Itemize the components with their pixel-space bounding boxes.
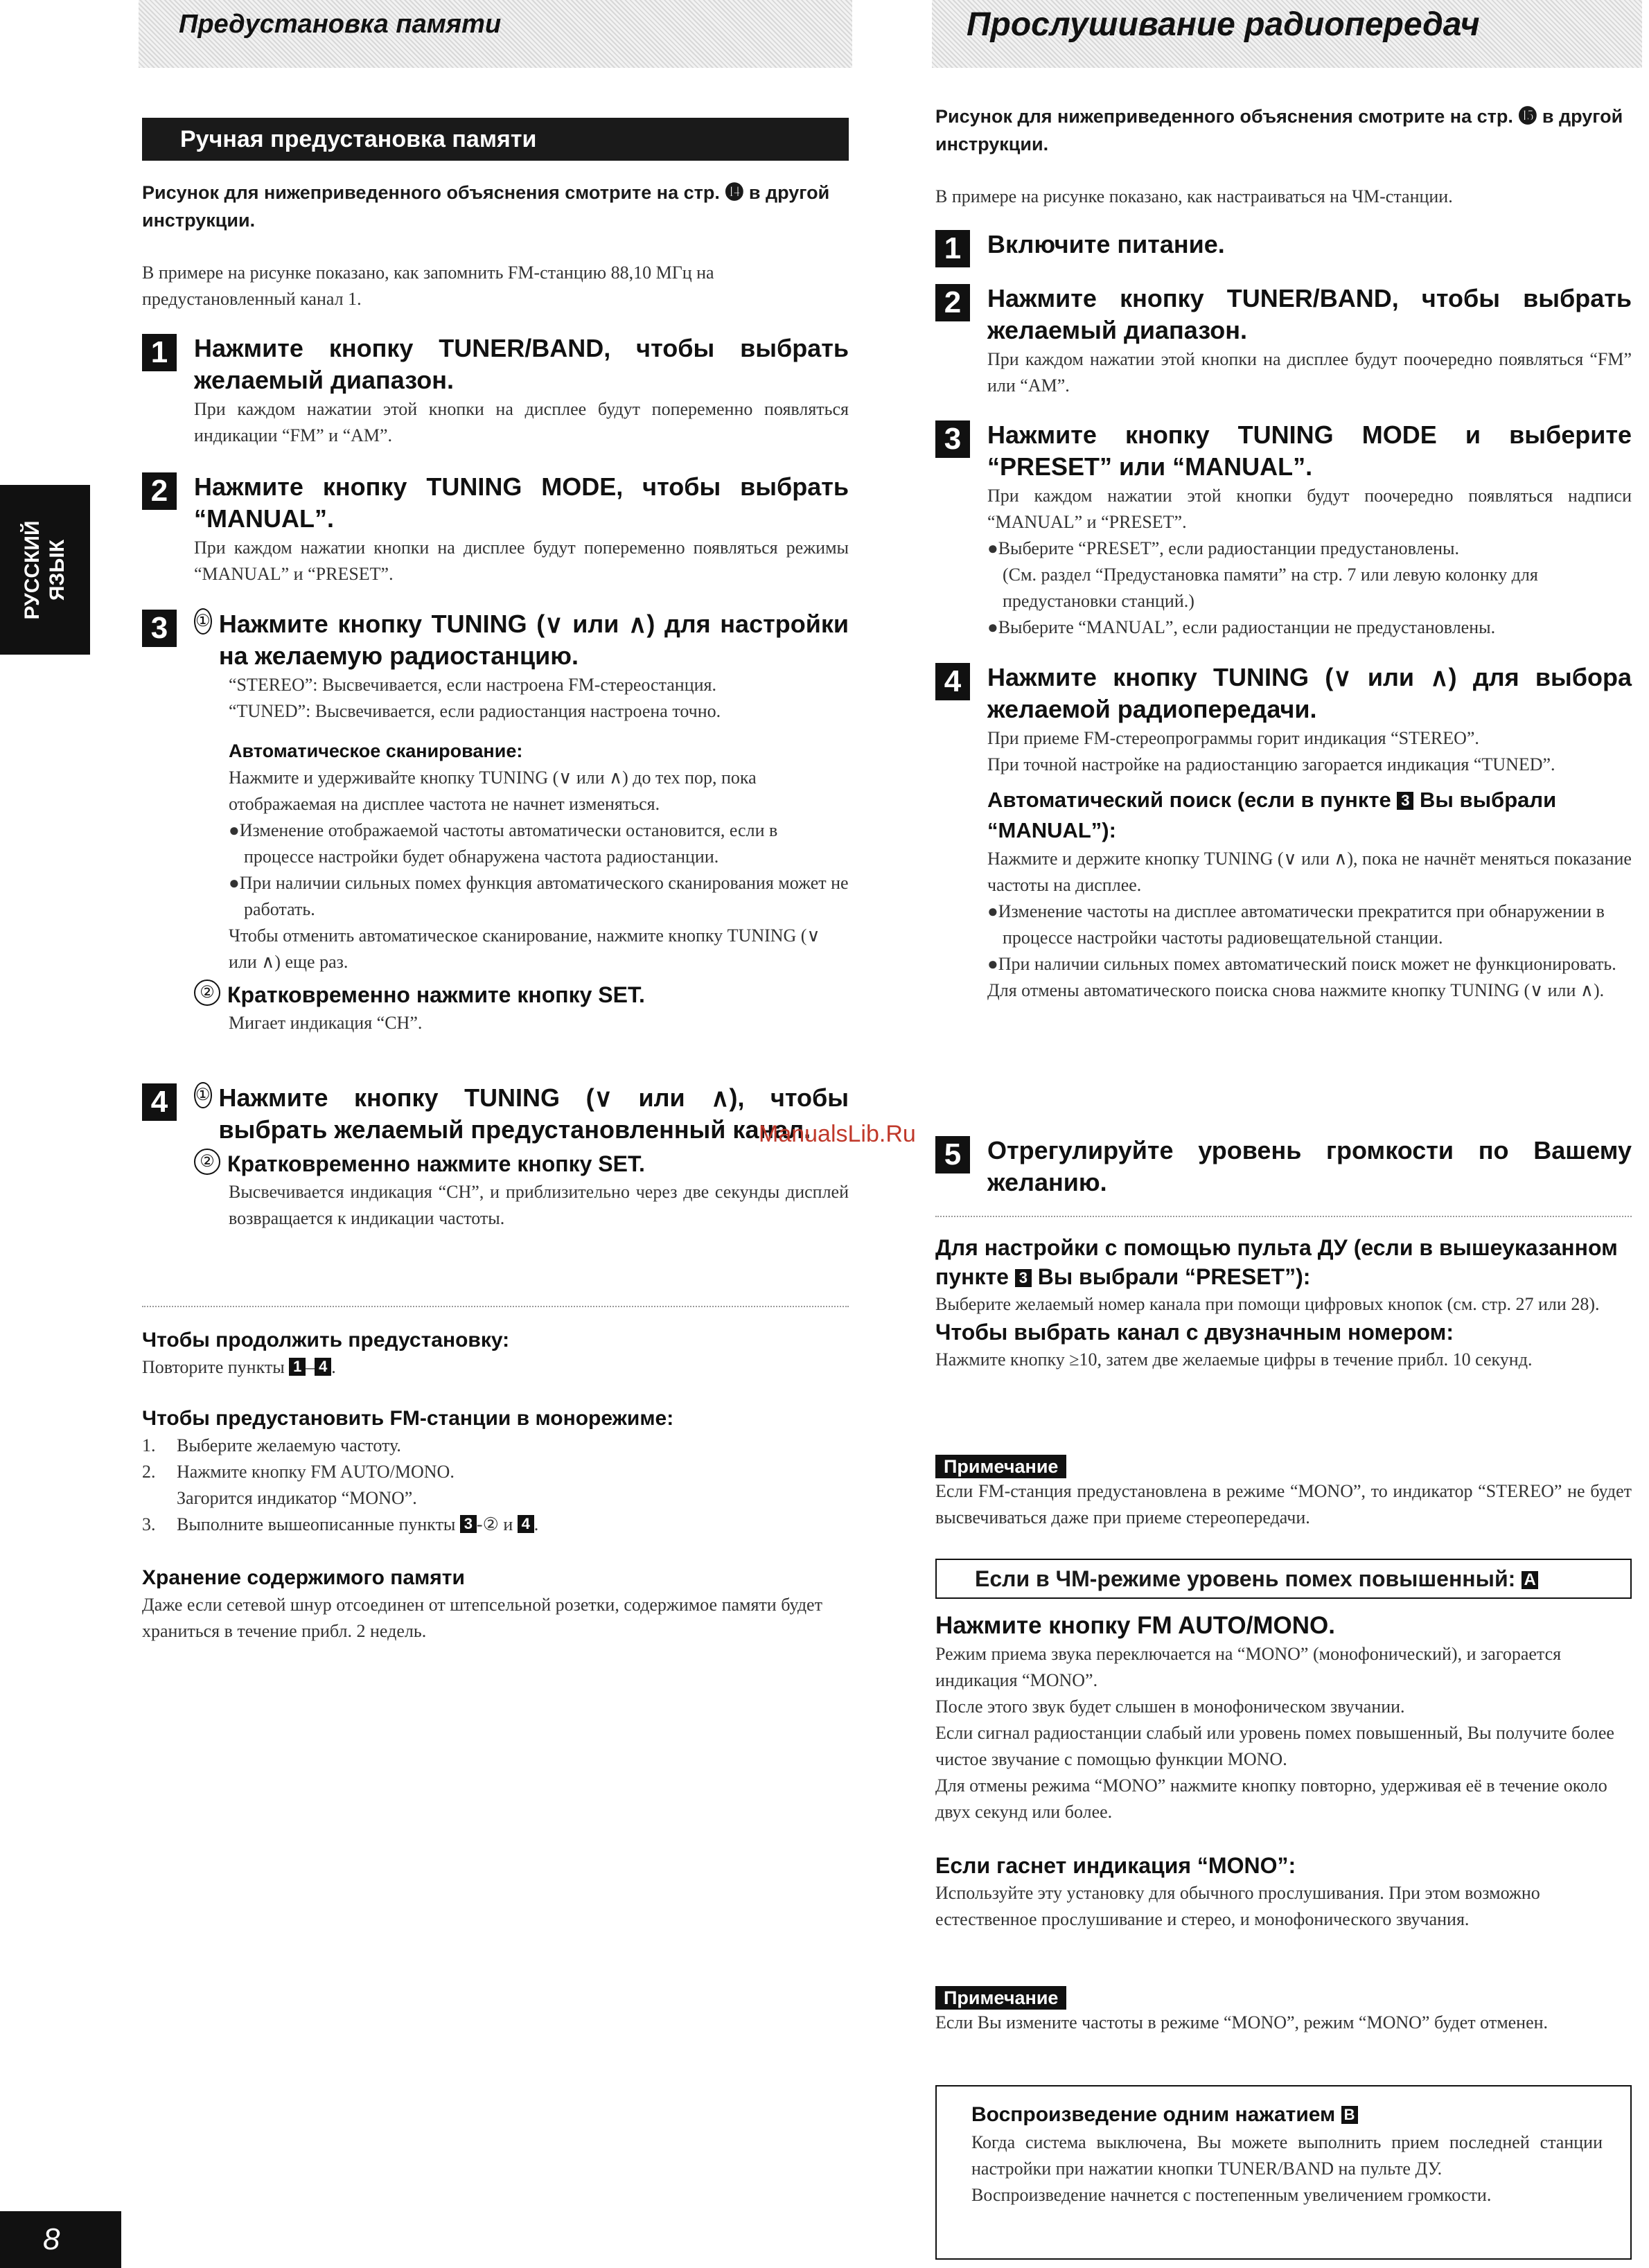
mono-item-2b: Загорится индикатор “MONO”. bbox=[177, 1488, 417, 1508]
language-tab-line2: ЯЗЫК bbox=[46, 539, 69, 601]
fm-mono-title: Нажмите кнопку FM AUTO/MONO. bbox=[935, 1612, 1335, 1639]
step-text: При каждом нажатии этой кнопки на дисплее будут попеременно появляться индикации “FM” и “AM”. bbox=[194, 399, 849, 445]
remote-section bbox=[935, 1233, 1632, 1373]
item-text: Нажмите кнопку FM AUTO/MONO. bbox=[177, 1462, 455, 1482]
auto-scan-cancel: Чтобы отменить автоматическое сканирование, нажмите кнопку TUNING (∨ или ∧) еще раз. bbox=[229, 925, 820, 972]
fm-mono-p3: Если сигнал радиостанции слабый или уровень помех повышенный, Вы получите более чистое звучание с помощью функции MONO. bbox=[935, 1723, 1614, 1769]
figure-key-b: B bbox=[1341, 2106, 1358, 2124]
left-step-3 bbox=[142, 608, 849, 1036]
continue-section bbox=[142, 1327, 849, 1381]
mono-item-2 bbox=[142, 1459, 849, 1485]
one-touch-p2: Воспроизведение начнется с постепенным увеличением громкости. bbox=[971, 2185, 1492, 2205]
step-title: Нажмите кнопку TUNER/BAND, чтобы выбрать желаемый диапазон. bbox=[987, 284, 1632, 344]
circle-number-1: ① bbox=[194, 1082, 212, 1108]
substep-1-title bbox=[194, 608, 849, 672]
tuned-text: “TUNED”: Высвечивается, если радиостанция настроена точно. bbox=[229, 701, 721, 721]
step-title: Нажмите кнопку TUNING MODE, чтобы выбрать “MANUAL”. bbox=[194, 472, 849, 533]
remote-title-a: Для настройки с помощью пульта ДУ (если в вышеуказанном пункте bbox=[935, 1235, 1618, 1289]
step-number: 5 bbox=[935, 1136, 970, 1173]
figure-key-a: A bbox=[1522, 1571, 1538, 1589]
one-touch-title-text: Воспроизведение одним нажатием bbox=[971, 2103, 1336, 2126]
step-title: Включите питание. bbox=[987, 230, 1225, 258]
step-key-3: 3 bbox=[460, 1515, 477, 1533]
mono-title: Чтобы предустановить FM-станции в монорежиме: bbox=[142, 1407, 674, 1430]
left-step-4 bbox=[142, 1082, 849, 1232]
item-text: Выберите желаемую частоту. bbox=[177, 1435, 401, 1455]
step-number: 3 bbox=[142, 610, 177, 647]
right-step-2 bbox=[935, 283, 1632, 399]
fm-mono-p2: После этого звук будет слышен в монофоническом звучании. bbox=[935, 1696, 1405, 1717]
mono-item-3 bbox=[142, 1512, 849, 1538]
note-tag: Примечание bbox=[935, 1455, 1066, 1478]
note-2 bbox=[935, 1986, 1632, 2036]
noise-box bbox=[935, 1559, 1632, 1599]
step-number: 1 bbox=[935, 230, 970, 267]
left-divider bbox=[142, 1306, 849, 1307]
item-number: 2. bbox=[142, 1462, 156, 1482]
step-number: 4 bbox=[142, 1083, 177, 1121]
left-page-title: Предустановка памяти bbox=[179, 10, 502, 39]
left-step-2 bbox=[142, 471, 849, 587]
fm-mono-p1: Режим приема звука переключается на “MONO” (монофонический), и загорается индикация “MONO”. bbox=[935, 1644, 1562, 1690]
step-text: При каждом нажатии этой кнопки на дисплее будут поочередно появляться “FM” или “AM”. bbox=[987, 349, 1632, 396]
substep-1-title bbox=[194, 1082, 849, 1146]
step-number: 4 bbox=[935, 663, 970, 700]
remote-text: Выберите желаемый номер канала при помощи цифровых кнопок (см. стр. 27 или 28). bbox=[935, 1294, 1600, 1314]
right-ref-note: Рисунок для нижеприведенного объяснения смотрите на стр. ⓯ в другой инструкции. bbox=[935, 106, 1623, 154]
auto-search-title bbox=[987, 785, 1632, 846]
step-number: 2 bbox=[935, 284, 970, 321]
substep-2-title bbox=[194, 980, 849, 1010]
one-touch-p1: Когда система выключена, Вы можете выполнить прием последней станции настройки при нажатии кнопки TUNER/BAND на пульте ДУ. bbox=[971, 2132, 1603, 2179]
step-key-3: 3 bbox=[1015, 1269, 1032, 1287]
one-touch-title bbox=[971, 2100, 1603, 2129]
step-title: Отрегулируйте уровень громкости по Вашему желанию. bbox=[987, 1136, 1632, 1196]
two-digit-text: Нажмите кнопку ≥10, затем две желаемые цифры в течение прибл. 10 секунд. bbox=[935, 1349, 1533, 1370]
substep-2-title bbox=[194, 1149, 849, 1179]
step-number: 1 bbox=[142, 334, 177, 371]
step-title: Нажмите кнопку TUNING MODE и выберите “PRESET” или “MANUAL”. bbox=[987, 420, 1632, 481]
note-text: Если FM-станция предустановлена в режиме “MONO”, то индикатор “STEREO” не будет высвечиваться даже при приеме стереопередачи. bbox=[935, 1481, 1632, 1527]
auto-search-bullet-1: ●Изменение частоты на дисплее автоматически прекратится при обнаружении в процессе настройки частоты радиовещательной станции. bbox=[987, 901, 1605, 948]
right-intro: В примере на рисунке показано, как настраиваться на ЧМ-станции. bbox=[935, 186, 1453, 206]
memory-section bbox=[142, 1564, 849, 1645]
dash: – bbox=[306, 1357, 315, 1377]
auto-scan-bullet-1: ●Изменение отображаемой частоты автоматически остановится, если в процессе настройки будет обнаружена частота радиостанции. bbox=[229, 820, 778, 867]
memory-text: Даже если сетевой шнур отсоединен от штепсельной розетки, содержимое памяти будет храниться в течение прибл. 2 недель. bbox=[142, 1595, 822, 1641]
right-step-4 bbox=[935, 662, 1632, 1004]
item-text: Выполните вышеописанные пункты bbox=[177, 1514, 456, 1534]
right-page-title: Прослушивание радиопередач bbox=[967, 6, 1480, 43]
left-ref-note: Рисунок для нижеприведенного объяснения смотрите на стр. ⓮ в другой инструкции. bbox=[142, 182, 830, 231]
step-bullet-1b: (См. раздел “Предустановка памяти” на стр. 7 или левую колонку для предустановки станций.) bbox=[1003, 565, 1538, 611]
circle-number-2: ② bbox=[194, 980, 220, 1006]
language-tab-line1: РУССКИЙ bbox=[21, 520, 44, 620]
right-step-1 bbox=[935, 229, 1632, 265]
step-key-3: 3 bbox=[1397, 792, 1413, 810]
step-number: 3 bbox=[935, 420, 970, 458]
step-number: 2 bbox=[142, 472, 177, 510]
circle-ref: -② bbox=[476, 1514, 499, 1534]
step-text-1: При приеме FM-стереопрограммы горит индикация “STEREO”. bbox=[987, 728, 1479, 748]
one-touch-box bbox=[935, 2085, 1632, 2260]
continue-text bbox=[142, 1354, 849, 1381]
substep-2-desc: Мигает индикация “CH”. bbox=[229, 1013, 423, 1033]
stereo-text: “STEREO”: Высвечивается, если настроена FM-стереостанция. bbox=[229, 675, 717, 695]
substep-2-desc: Высвечивается индикация “CH”, и приблизительно через две секунды дисплей возвращается к индикации частоты. bbox=[229, 1182, 849, 1228]
auto-scan-title: Автоматическое сканирование: bbox=[229, 741, 523, 761]
remote-title bbox=[935, 1233, 1632, 1291]
auto-scan-bullet-2: ●При наличии сильных помех функция автоматического сканирования может не работать. bbox=[229, 873, 849, 919]
circle-number-1: ① bbox=[194, 608, 212, 635]
language-tab bbox=[0, 485, 90, 655]
step-title: Нажмите кнопку TUNER/BAND, чтобы выбрать желаемый диапазон. bbox=[194, 334, 849, 394]
left-step-1 bbox=[142, 333, 849, 449]
mono-item-1 bbox=[142, 1433, 849, 1459]
continue-label: Повторите пункты bbox=[142, 1357, 285, 1377]
step-key-4: 4 bbox=[315, 1358, 331, 1376]
continue-title: Чтобы продолжить предустановку: bbox=[142, 1329, 510, 1352]
step-key-4: 4 bbox=[518, 1515, 534, 1533]
item-number: 1. bbox=[142, 1435, 156, 1455]
mono-section bbox=[142, 1405, 849, 1538]
conjunction: и bbox=[503, 1514, 513, 1534]
auto-scan-text: Нажмите и удерживайте кнопку TUNING (∨ или ∧) до тех пор, пока отображаемая на дисплее частота не начнет изменяться. bbox=[229, 768, 757, 814]
item-number: 3. bbox=[142, 1514, 156, 1534]
step-text-2: При точной настройке на радиостанцию загорается индикация “TUNED”. bbox=[987, 754, 1555, 774]
step-key-1: 1 bbox=[289, 1358, 306, 1376]
noise-box-text: Если в ЧМ-режиме уровень помех повышенный: bbox=[975, 1566, 1516, 1591]
auto-search-cancel: Для отмены автоматического поиска снова нажмите кнопку TUNING (∨ или ∧). bbox=[987, 980, 1605, 1000]
right-divider bbox=[935, 1216, 1632, 1217]
note-tag: Примечание bbox=[935, 1986, 1066, 2010]
page-number: 8 bbox=[0, 2211, 121, 2268]
auto-search-title-b: Вы выбрали “MANUAL”): bbox=[987, 788, 1557, 842]
period: . bbox=[331, 1357, 336, 1377]
remote-title-b: Вы выбрали “PRESET”): bbox=[1037, 1264, 1311, 1289]
memory-title: Хранение содержимого памяти bbox=[142, 1566, 465, 1589]
step-bullet-2: ●Выберите “MANUAL”, если радиостанции не предустановлены. bbox=[987, 617, 1496, 637]
substep-2-text: Кратковременно нажмите кнопку SET. bbox=[227, 1151, 645, 1176]
step-text: При каждом нажатии этой кнопки будут поочередно появляться надписи “MANUAL” и “PRESET”. bbox=[987, 486, 1632, 532]
auto-search-bullet-2: ●При наличии сильных помех автоматический поиск может не функционировать. bbox=[987, 954, 1616, 974]
mono-off-title: Если гаснет индикация “MONO”: bbox=[935, 1853, 1296, 1878]
note-text: Если Вы измените частоты в режиме “MONO”, режим “MONO” будет отменен. bbox=[935, 2012, 1549, 2032]
watermark: ManualsLib.Ru bbox=[759, 1121, 916, 1147]
step-title: Нажмите кнопку TUNING (∨ или ∧) для выбора желаемой радиопередачи. bbox=[987, 663, 1632, 723]
auto-search-title-a: Автоматический поиск (если в пункте bbox=[987, 788, 1391, 812]
right-step-5 bbox=[935, 1135, 1632, 1198]
substep-1-text: Нажмите кнопку TUNING (∨ или ∧), чтобы выбрать желаемый предустановленный канал. bbox=[218, 1083, 849, 1144]
note-1 bbox=[935, 1455, 1632, 1531]
section-title-manual-preset: Ручная предустановка памяти bbox=[142, 118, 849, 161]
left-intro: В примере на рисунке показано, как запомнить FM-станцию 88,10 МГц на предустановленный канал 1. bbox=[142, 263, 714, 309]
right-step-3 bbox=[935, 419, 1632, 641]
period: . bbox=[534, 1514, 539, 1534]
fm-mono-p4: Для отмены режима “MONO” нажмите кнопку повторно, удерживая её в течение около двух секунд или более. bbox=[935, 1775, 1607, 1822]
mono-off-section bbox=[935, 1851, 1632, 1933]
circle-number-2: ② bbox=[194, 1149, 220, 1175]
two-digit-title: Чтобы выбрать канал с двузначным номером: bbox=[935, 1320, 1454, 1345]
substep-2-text: Кратковременно нажмите кнопку SET. bbox=[227, 982, 645, 1007]
substep-1-text: Нажмите кнопку TUNING (∨ или ∧) для настройки на желаемую радиостанцию. bbox=[218, 610, 849, 670]
auto-search-text: Нажмите и держите кнопку TUNING (∨ или ∧), пока не начнёт меняться показание частоты на дисплее. bbox=[987, 849, 1632, 895]
fm-mono-section bbox=[935, 1611, 1632, 1825]
step-text: При каждом нажатии кнопки на дисплее будут попеременно появляться режимы “MANUAL” и “PRESET”. bbox=[194, 538, 849, 584]
step-bullet-1: ●Выберите “PRESET”, если радиостанции предустановлены. bbox=[987, 538, 1459, 558]
mono-off-text: Используйте эту установку для обычного прослушивания. При этом возможно естественное прослушивание и стерео, и монофонического звучания. bbox=[935, 1883, 1540, 1929]
